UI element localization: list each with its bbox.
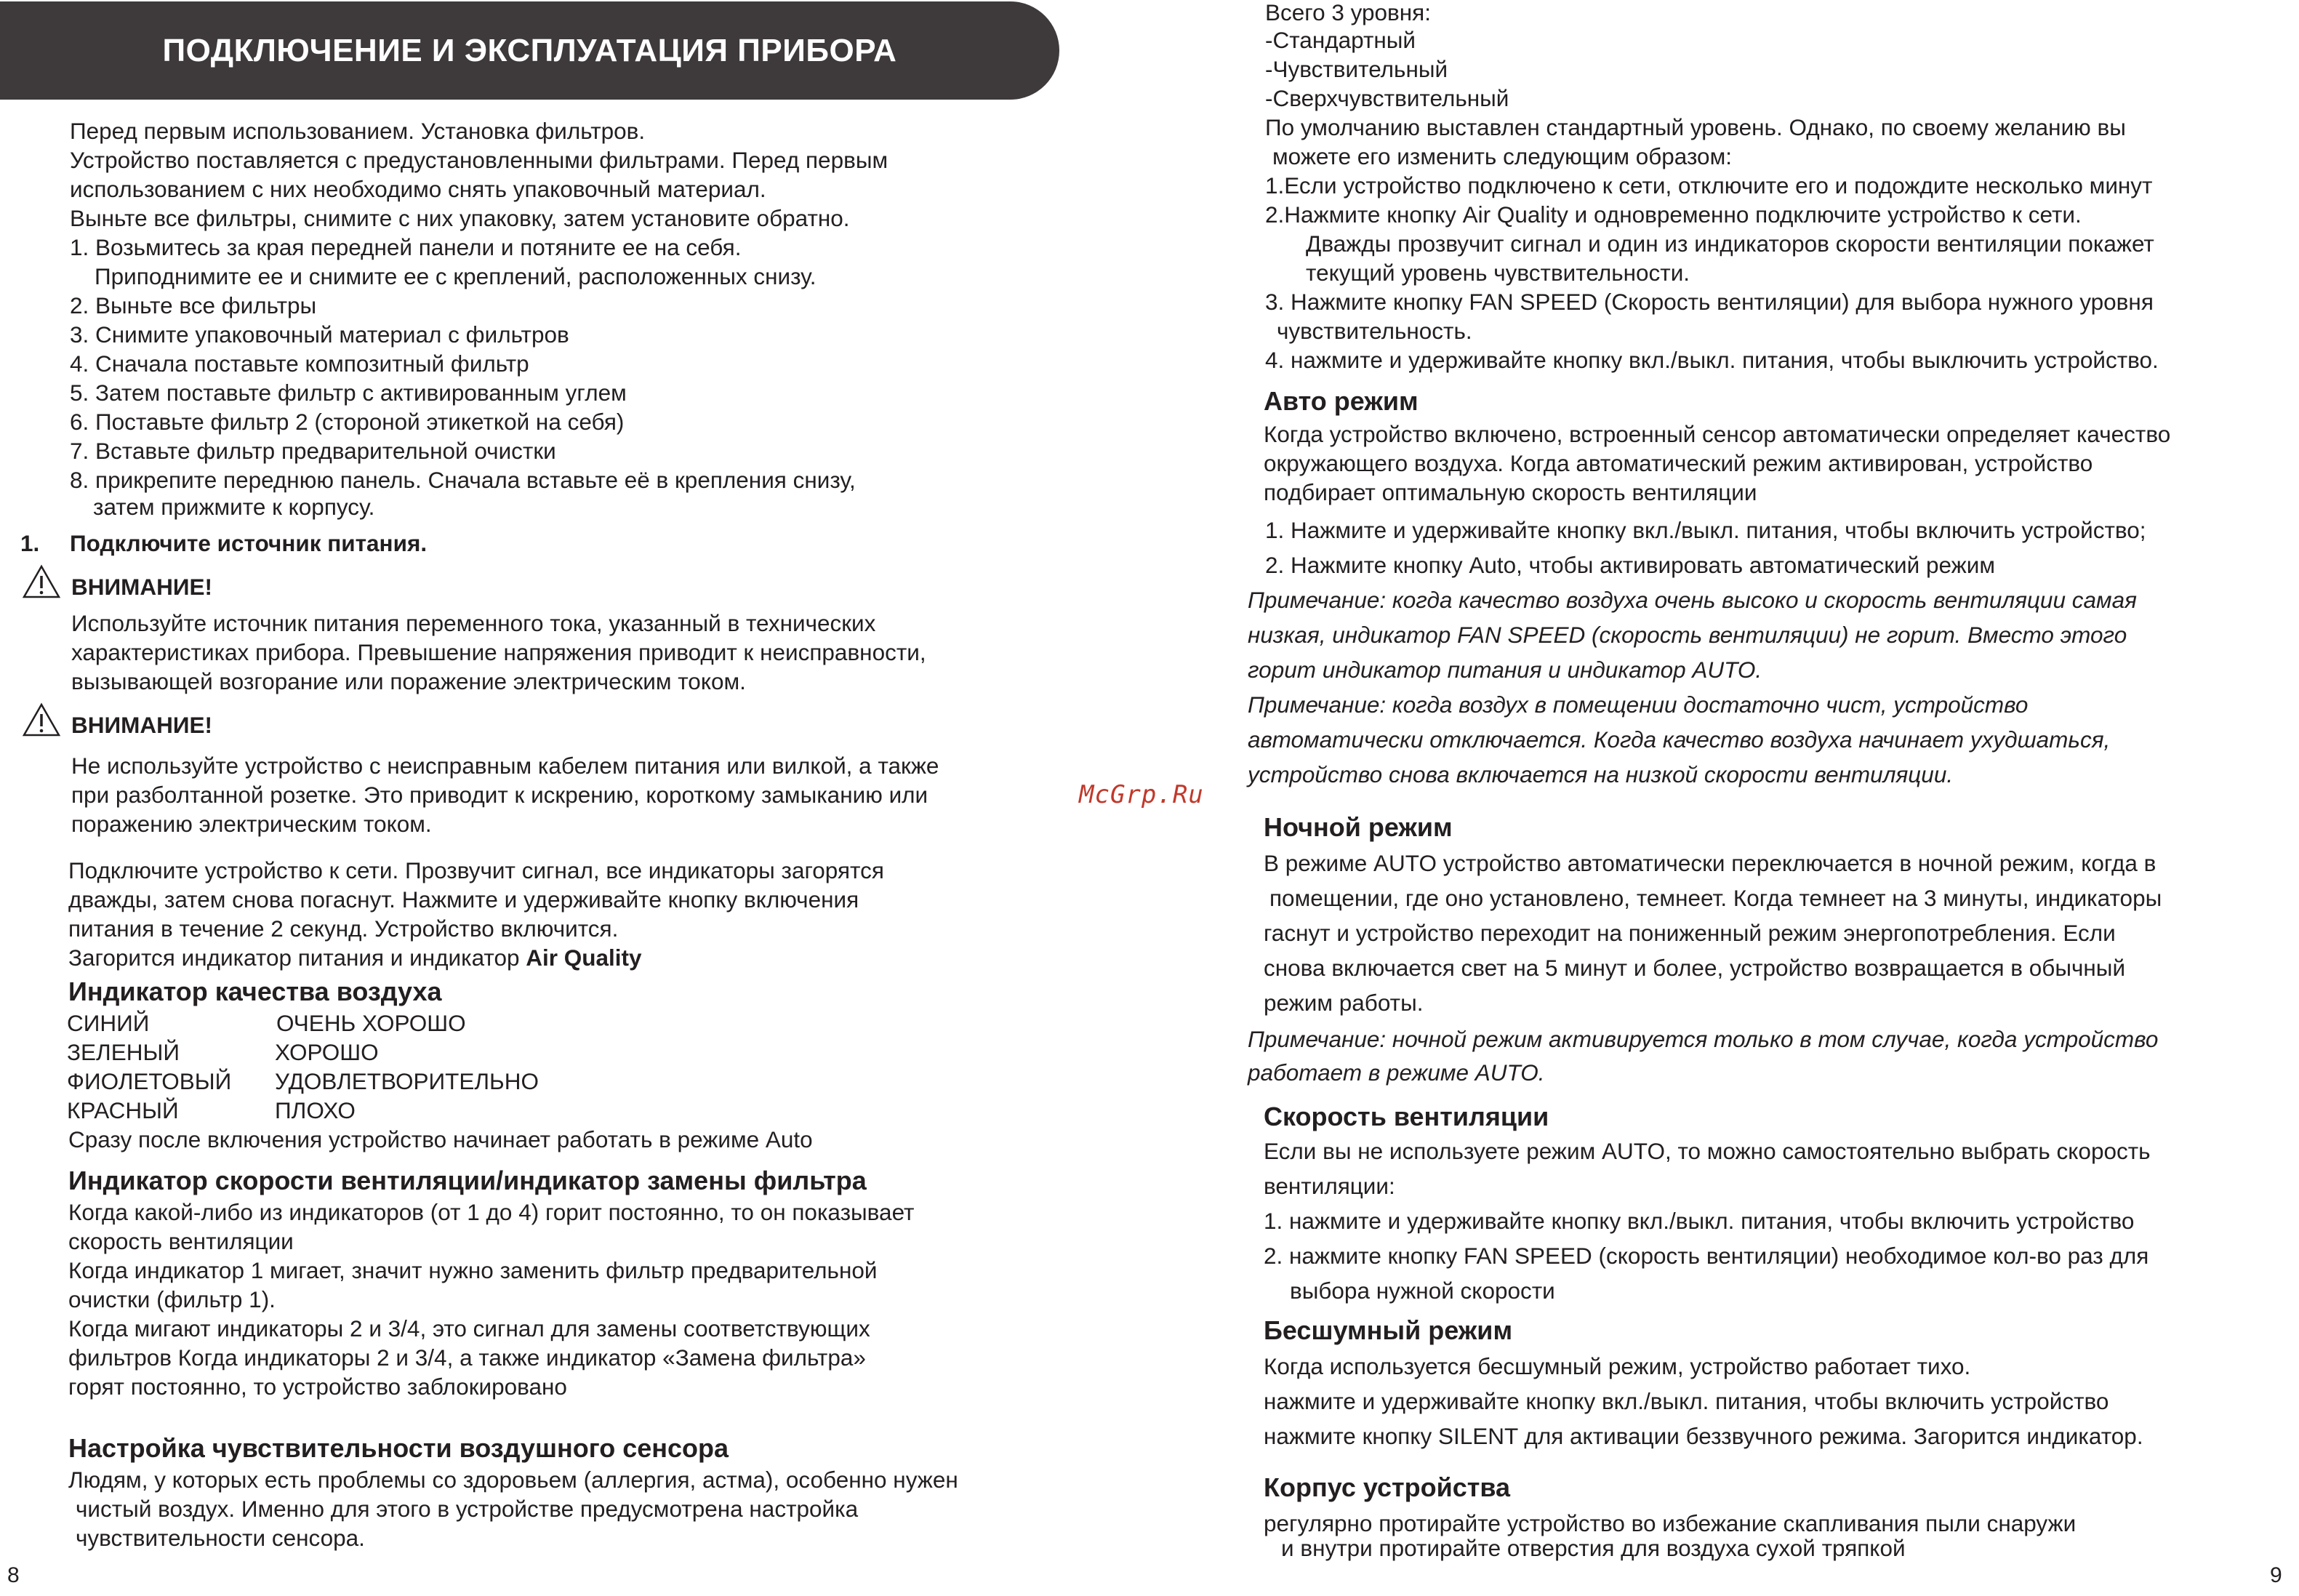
levels-line: -Стандартный — [1265, 27, 1416, 53]
intro-line: 3. Снимите упаковочный материал с фильтров — [70, 321, 569, 348]
silent-line: нажмите кнопку SILENT для активации беззвучного режима. Загорится индикатор. — [1264, 1423, 2143, 1449]
intro-line: 1. Возьмитесь за края передней панели и потяните ее на себя. — [70, 234, 742, 260]
sensor-line: чувствительности сенсора. — [76, 1525, 365, 1551]
intro-line: Выньте все фильтры, снимите с них упаковку, затем установите обратно. — [70, 205, 850, 231]
night-line: режим работы. — [1264, 990, 1424, 1016]
warning-icon — [22, 564, 61, 599]
intro-line: 7. Вставьте фильтр предварительной очистки — [70, 438, 556, 464]
levels-line: -Чувствительный — [1265, 56, 1448, 82]
connect-line — [68, 945, 642, 971]
auto-note: устройство снова включается на низкой скорости вентиляции. — [1248, 761, 1954, 787]
connect-last-text: Загорится индикатор питания и индикатор — [68, 945, 526, 971]
page-number: 9 — [2270, 1563, 2282, 1587]
section-heading: Скорость вентиляции — [1264, 1102, 1549, 1131]
levels-line: Дважды прозвучит сигнал и один из индикаторов скорости вентиляции покажет — [1306, 230, 2154, 257]
levels-line: 3. Нажмите кнопку FAN SPEED (Скорость вентиляции) для выбора нужного уровня — [1265, 289, 2154, 315]
auto-note: горит индикатор питания и индикатор AUTO. — [1248, 657, 1762, 683]
section-heading: Настройка чувствительности воздушного сенсора — [68, 1433, 729, 1463]
night-line: гаснут и устройство переходит на пониженный режим энергопотребления. Если — [1264, 920, 2116, 946]
aq-meaning: УДОВЛЕТВОРИТЕЛЬНО — [275, 1068, 539, 1094]
step-number: 1. — [20, 530, 40, 556]
fan-line: очистки (фильтр 1). — [68, 1286, 276, 1312]
page-number: 8 — [7, 1563, 20, 1587]
warning-line: при разболтанной розетке. Это приводит к искрению, короткому замыканию или — [71, 782, 928, 808]
warning-title: ВНИМАНИЕ! — [71, 574, 213, 600]
auto-note: автоматически отключается. Когда качество воздуха начинает ухудшаться, — [1248, 726, 2111, 753]
fan-line: Когда индикатор 1 мигает, значит нужно заменить фильтр предварительной — [68, 1257, 878, 1283]
intro-line: 5. Затем поставьте фильтр с активированным углем — [70, 380, 627, 406]
warning-line: Используйте источник питания переменного тока, указанный в технических — [71, 610, 876, 636]
speed-line: 1. нажмите и удерживайте кнопку вкл./выкл. питания, чтобы включить устройство — [1264, 1208, 2135, 1234]
warning-line: характеристиках прибора. Превышение напряжения приводит к неисправности, — [71, 639, 926, 665]
connect-line: питания в течение 2 секунд. Устройство включится. — [68, 915, 619, 942]
levels-line: 2.Нажмите кнопку Air Quality и одновременно подключите устройство к сети. — [1265, 201, 2082, 228]
silent-line: нажмите и удерживайте кнопку вкл./выкл. питания, чтобы включить устройство — [1264, 1388, 2109, 1414]
warning-line: поражению электрическим током. — [71, 811, 432, 837]
aq-color: ФИОЛЕТОВЫЙ — [67, 1068, 232, 1094]
intro-line: Приподнимите ее и снимите ее с креплений, расположенных снизу. — [95, 263, 817, 289]
auto-line: окружающего воздуха. Когда автоматический режим активирован, устройство — [1264, 450, 2093, 476]
speed-line: выбора нужной скорости — [1290, 1278, 1555, 1304]
connect-line: дважды, затем снова погаснут. Нажмите и удерживайте кнопку включения — [68, 886, 859, 913]
aq-color: СИНИЙ — [67, 1010, 150, 1036]
sensor-line: Людям, у которых есть проблемы со здоровьем (аллергия, астма), особенно нужен — [68, 1467, 958, 1493]
levels-line: По умолчанию выставлен стандартный уровень. Однако, по своему желанию вы — [1265, 114, 2126, 140]
levels-line: 1.Если устройство подключено к сети, отключите его и подождите несколько минут — [1265, 172, 2153, 199]
night-note: Примечание: ночной режим активируется только в том случае, когда устройство — [1248, 1026, 2159, 1052]
levels-line: -Сверхчувствительный — [1265, 85, 1509, 111]
auto-line: Когда устройство включено, встроенный сенсор автоматически определяет качество — [1264, 421, 2171, 447]
warning-line: Не используйте устройство с неисправным кабелем питания или вилкой, а также — [71, 753, 939, 779]
speed-line: вентиляции: — [1264, 1173, 1395, 1199]
fan-line: горят постоянно, то устройство заблокировано — [68, 1374, 567, 1400]
warning-icon — [22, 702, 61, 737]
page-title: ПОДКЛЮЧЕНИЕ И ЭКСПЛУАТАЦИЯ ПРИБОРА — [162, 32, 897, 68]
section-heading: Бесшумный режим — [1264, 1315, 1513, 1345]
intro-line: 6. Поставьте фильтр 2 (стороной этикеткой на себя) — [70, 409, 625, 435]
section-heading: Авто режим — [1264, 386, 1419, 416]
section-heading: Корпус устройства — [1264, 1472, 1511, 1502]
auto-line: подбирает оптимальную скорость вентиляции — [1264, 479, 1757, 505]
auto-line: 1. Нажмите и удерживайте кнопку вкл./выкл. питания, чтобы включить устройство; — [1265, 517, 2146, 543]
levels-line: чувствительность. — [1277, 318, 1472, 344]
aq-meaning: ОЧЕНЬ ХОРОШО — [276, 1010, 466, 1036]
intro-line: 2. Выньте все фильтры — [70, 292, 317, 318]
aq-meaning: ПЛОХО — [275, 1097, 356, 1123]
sensor-line: чистый воздух. Именно для этого в устройстве предусмотрена настройка — [76, 1496, 859, 1522]
watermark: McGrp.Ru — [1079, 780, 1204, 809]
night-note: работает в режиме AUTO. — [1248, 1059, 1545, 1086]
night-line: снова включается свет на 5 минут и более, устройство возвращается в обычный — [1264, 955, 2126, 981]
aq-after: Сразу после включения устройство начинает работать в режиме Auto — [68, 1126, 813, 1152]
body-line: и внутри протирайте отверстия для воздуха сухой тряпкой — [1281, 1535, 1906, 1561]
levels-line: 4. нажмите и удерживайте кнопку вкл./выкл. питания, чтобы выключить устройство. — [1265, 347, 2159, 373]
auto-note: низкая, индикатор FAN SPEED (скорость вентиляции) не горит. Вместо этого — [1248, 622, 2127, 648]
aq-color: КРАСНЫЙ — [67, 1097, 179, 1123]
levels-line: можете его изменить следующим образом: — [1272, 143, 1732, 169]
section-heading: Индикатор скорости вентиляции/индикатор замены фильтра — [68, 1166, 867, 1195]
intro-line: затем прижмите к корпусу. — [93, 494, 375, 520]
intro-line: 4. Сначала поставьте композитный фильтр — [70, 350, 529, 377]
aq-color: ЗЕЛЕНЫЙ — [67, 1039, 180, 1065]
section-heading: Индикатор качества воздуха — [68, 977, 442, 1006]
connect-line: Подключите устройство к сети. Прозвучит сигнал, все индикаторы загорятся — [68, 857, 884, 883]
step-title: Подключите источник питания. — [70, 530, 428, 556]
air-quality-label: Air Quality — [526, 945, 642, 971]
levels-line: текущий уровень чувствительности. — [1306, 260, 1690, 286]
speed-line: Если вы не используете режим AUTO, то можно самостоятельно выбрать скорость — [1264, 1138, 2151, 1164]
fan-line: фильтров Когда индикаторы 2 и 3/4, а также индикатор «Замена фильтра» — [68, 1344, 866, 1371]
fan-line: скорость вентиляции — [68, 1228, 294, 1254]
intro-line: Устройство поставляется с предустановленными фильтрами. Перед первым — [70, 147, 888, 173]
intro-line: 8. прикрепите переднюю панель. Сначала вставьте её в крепления снизу, — [70, 467, 856, 493]
speed-line: 2. нажмите кнопку FAN SPEED (скорость вентиляции) необходимое кол-во раз для — [1264, 1243, 2149, 1269]
silent-line: Когда используется бесшумный режим, устройство работает тихо. — [1264, 1353, 1971, 1379]
night-line: помещении, где оно установлено, темнеет. Когда темнеет на 3 минуты, индикаторы — [1269, 885, 2162, 911]
night-line: В режиме AUTO устройство автоматически переключается в ночной режим, когда в — [1264, 850, 2156, 876]
body-line: регулярно протирайте устройство во избежание скапливания пыли снаружи — [1264, 1510, 2077, 1536]
warning-title: ВНИМАНИЕ! — [71, 712, 213, 738]
section-heading: Ночной режим — [1264, 812, 1453, 842]
aq-meaning: ХОРОШО — [275, 1039, 379, 1065]
fan-line: Когда какой-либо из индикаторов (от 1 до 4) горит постоянно, то он показывает — [68, 1199, 915, 1225]
fan-line: Когда мигают индикаторы 2 и 3/4, это сигнал для замены соответствующих — [68, 1315, 870, 1342]
auto-line: 2. Нажмите кнопку Auto, чтобы активировать автоматический режим — [1265, 552, 1996, 578]
levels-line: Всего 3 уровня: — [1265, 0, 1431, 25]
intro-line: использованием с них необходимо снять упаковочный материал. — [70, 176, 766, 202]
warning-line: вызывающей возгорание или поражение электрическим током. — [71, 668, 746, 694]
intro-line: Перед первым использованием. Установка фильтров. — [70, 118, 646, 144]
auto-note: Примечание: когда качество воздуха очень высоко и скорость вентиляции самая — [1248, 587, 2137, 613]
auto-note: Примечание: когда воздух в помещении достаточно чист, устройство — [1248, 691, 2029, 718]
